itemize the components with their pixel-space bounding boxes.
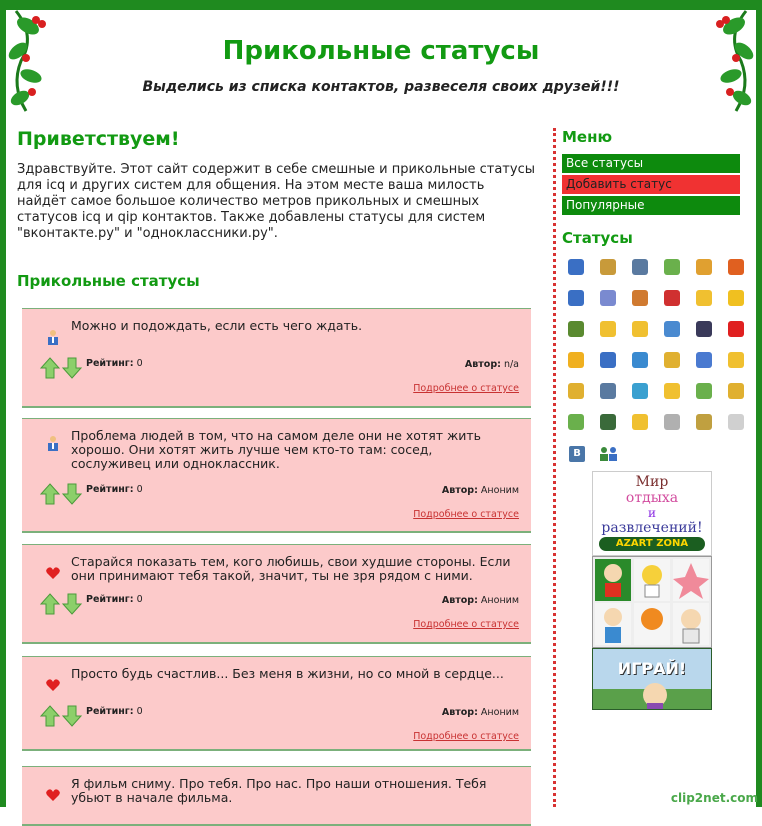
heart-icon bbox=[45, 677, 61, 693]
alien-icon[interactable] bbox=[568, 414, 584, 430]
statuses-heading: Прикольные статусы bbox=[17, 272, 200, 290]
site-subtitle: Выделись из списка контактов, развеселя своих друзей!!! bbox=[142, 79, 620, 95]
menu-heading: Меню bbox=[562, 128, 613, 146]
status-details-link[interactable]: Подробнее о статусе bbox=[413, 509, 519, 520]
status-details-link[interactable]: Подробнее о статусе bbox=[413, 731, 519, 742]
angry-face-icon[interactable] bbox=[696, 259, 712, 275]
question-smile-icon[interactable] bbox=[664, 259, 680, 275]
status-author: Автор: Аноним bbox=[441, 595, 519, 606]
laugh-face-icon[interactable] bbox=[600, 321, 616, 337]
kebab-icon[interactable] bbox=[632, 290, 648, 306]
status-rating: Рейтинг: 0 bbox=[86, 484, 143, 495]
greeting-heading: Приветствуем! bbox=[17, 128, 180, 150]
status-author: Автор: n/a bbox=[464, 359, 519, 370]
vote-arrows[interactable] bbox=[40, 705, 84, 727]
businessman-icon[interactable] bbox=[568, 259, 584, 275]
syringe-icon[interactable] bbox=[600, 290, 616, 306]
heart-icon bbox=[45, 565, 61, 581]
status-text: Просто будь счастлив... Без меня в жизни, но со мной в сердце... bbox=[71, 666, 504, 681]
status-details-link[interactable]: Подробнее о статусе bbox=[413, 619, 519, 630]
status-text: Проблема людей в том, что на самом деле они не хотят жить хорошо. Они хотят жить лучше чем кто-то там: сосед, сослуживец или одноклассник. bbox=[71, 428, 482, 471]
cartoon-characters-image bbox=[593, 557, 711, 647]
edit-icon[interactable] bbox=[696, 383, 712, 399]
joystick-icon[interactable] bbox=[600, 383, 616, 399]
status-card bbox=[22, 418, 531, 533]
google-icon[interactable] bbox=[696, 352, 712, 368]
status-text: Я фильм сниму. Про тебя. Про нас. Про наши отношения. Тебя убьют в начале фильма. bbox=[71, 776, 487, 805]
clip2net-watermark: clip2net.com bbox=[670, 791, 758, 805]
sidebar bbox=[562, 124, 740, 441]
kiss-face-icon[interactable] bbox=[568, 352, 584, 368]
main-content bbox=[17, 124, 537, 302]
intro-text: Здравствуйте. Этот сайт содержит в себе смешные и прикольные статусы для icq и других систем для общения. На этом месте ваша милость найдёт самое большое количество метров прикольных и смешных статусов icq и qip контактов. Также добавлены статусы для систем "вконтакте.ру" и "одноклассники.ру". bbox=[17, 162, 535, 241]
pencil-icon[interactable] bbox=[696, 414, 712, 430]
party-face-icon[interactable] bbox=[728, 352, 744, 368]
bottle-icon[interactable] bbox=[728, 414, 744, 430]
phone-icon[interactable] bbox=[696, 321, 712, 337]
status-card bbox=[22, 766, 531, 826]
vkontakte-icon[interactable]: В bbox=[569, 446, 585, 462]
status-text: Можно и подождать, если есть чего ждать. bbox=[71, 318, 363, 333]
typewriter-icon[interactable] bbox=[632, 259, 648, 275]
man-suit-icon bbox=[45, 329, 61, 345]
vote-arrows[interactable] bbox=[40, 483, 84, 505]
ad-banner-play[interactable]: ИГРАЙ! bbox=[592, 648, 712, 710]
status-author: Автор: Аноним bbox=[441, 485, 519, 496]
flag-icon[interactable] bbox=[664, 290, 680, 306]
ad-banner-azart[interactable]: Мир отдыха и развлечений! AZART ZONA bbox=[592, 471, 712, 556]
camera-icon[interactable] bbox=[568, 290, 584, 306]
graduate-icon[interactable] bbox=[600, 414, 616, 430]
glass-icon[interactable] bbox=[664, 414, 680, 430]
wink-face-icon[interactable] bbox=[696, 290, 712, 306]
statuses-category-heading: Статусы bbox=[562, 229, 633, 247]
email-icon[interactable] bbox=[632, 383, 648, 399]
tv-icon[interactable] bbox=[568, 321, 584, 337]
shopping-bag-icon[interactable] bbox=[600, 259, 616, 275]
sunglasses-face-icon[interactable] bbox=[664, 383, 680, 399]
menu-add-status[interactable]: Добавить статус bbox=[562, 175, 740, 194]
status-text: Старайся показать тем, кого любишь, свои худшие стороны. Если они принимают тебя такой, значит, ты не зря рядом с ними. bbox=[71, 554, 511, 583]
status-card bbox=[22, 308, 531, 408]
man-suit-icon bbox=[45, 435, 61, 451]
column-divider bbox=[553, 128, 556, 807]
status-category-icons bbox=[564, 255, 740, 441]
duck-icon[interactable] bbox=[728, 290, 744, 306]
play-banner-background bbox=[593, 649, 711, 709]
vote-arrows[interactable] bbox=[40, 357, 84, 379]
users-icon[interactable] bbox=[600, 352, 616, 368]
menu-all-statuses[interactable]: Все статусы bbox=[562, 154, 740, 173]
builder-icon[interactable] bbox=[632, 414, 648, 430]
site-title: Прикольные статусы bbox=[222, 36, 540, 66]
cd-icon[interactable] bbox=[664, 321, 680, 337]
status-card bbox=[22, 544, 531, 644]
ad-banner-cartoons[interactable] bbox=[592, 556, 712, 648]
heart-icon[interactable] bbox=[728, 321, 744, 337]
coffee-icon[interactable] bbox=[568, 383, 584, 399]
status-author: Автор: Аноним bbox=[441, 707, 519, 718]
classmates-icon[interactable] bbox=[598, 446, 620, 462]
beer-mug-icon[interactable] bbox=[728, 383, 744, 399]
vote-arrows[interactable] bbox=[40, 593, 84, 615]
menu-popular[interactable]: Популярные bbox=[562, 196, 740, 215]
surprised-face-icon[interactable] bbox=[632, 321, 648, 337]
status-card bbox=[22, 656, 531, 751]
cocktail-icon[interactable] bbox=[632, 352, 648, 368]
status-details-link[interactable]: Подробнее о статусе bbox=[413, 383, 519, 394]
heart-icon bbox=[45, 787, 61, 803]
status-rating: Рейтинг: 0 bbox=[86, 706, 143, 717]
sausage-icon[interactable] bbox=[728, 259, 744, 275]
status-rating: Рейтинг: 0 bbox=[86, 358, 143, 369]
status-rating: Рейтинг: 0 bbox=[86, 594, 143, 605]
beer-icon[interactable] bbox=[664, 352, 680, 368]
